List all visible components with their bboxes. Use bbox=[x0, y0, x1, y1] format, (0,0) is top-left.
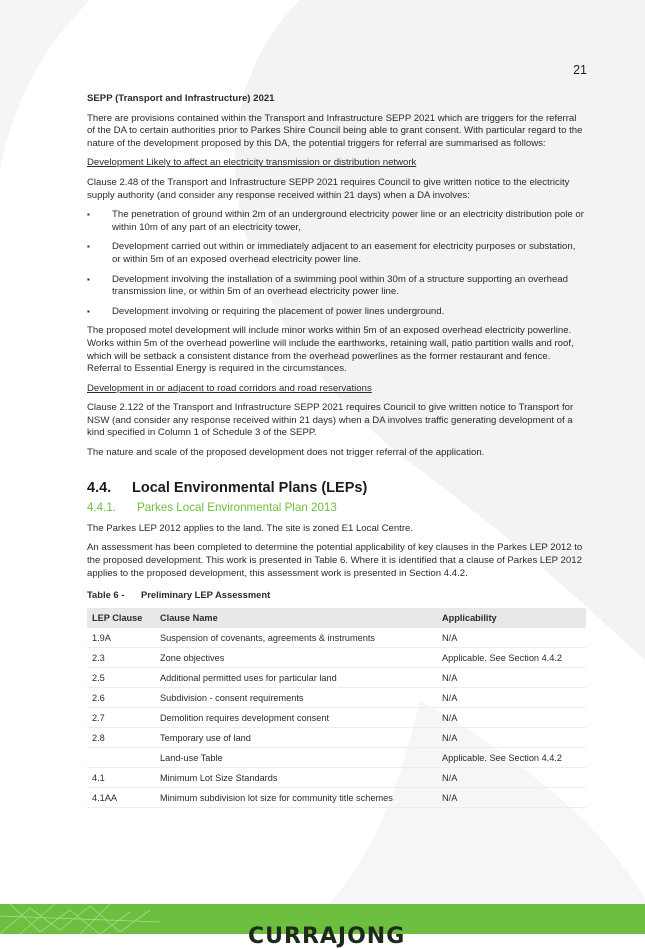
table-row bbox=[87, 688, 586, 708]
table-cell: N/A bbox=[437, 788, 586, 808]
bullet-icon: ▪ bbox=[87, 274, 90, 284]
road-response-paragraph: The nature and scale of the proposed development does not trigger referral of the application. bbox=[87, 447, 485, 459]
lep-paragraph-1: The Parkes LEP 2012 applies to the land. The site is zoned E1 Local Centre. bbox=[87, 522, 414, 534]
table-cell: 4.1AA bbox=[87, 788, 155, 808]
bullet-icon: ▪ bbox=[87, 306, 90, 316]
table-caption: Table 6 - Preliminary LEP Assessment bbox=[87, 589, 271, 601]
footer-line-pattern-icon bbox=[0, 904, 160, 934]
table-cell: Zone objectives bbox=[155, 648, 437, 668]
table-cell: Subdivision - consent requirements bbox=[155, 688, 437, 708]
road-heading: Development in or adjacent to road corridors and road reservations bbox=[87, 382, 372, 394]
list-item: ▪ The penetration of ground within 2m of an underground electricity power line or an electricity distribution pole or within 10m of any part of an electricity tower, bbox=[87, 209, 584, 233]
electricity-clause-paragraph: Clause 2.48 of the Transport and Infrastructure SEPP 2021 requires Council to give written notice to the electricity supply authority (and consider any response received within 21 days) when a DA involves: bbox=[87, 176, 570, 201]
electricity-response-paragraph: The proposed motel development will include minor works within 5m of an exposed overhead electricity powerline. Works within 5m of the overhead powerline will include the earthworks, retaining wall, patio partition walls and roof, which will be setback a consistent distance from the overhead powerlines as the former restaurant and fence. Referral to Essential Energy is required in the circumstances. bbox=[87, 325, 574, 375]
table-cell: 2.6 bbox=[87, 688, 155, 708]
table-cell: 2.8 bbox=[87, 728, 155, 748]
table-row bbox=[87, 708, 586, 728]
table-row bbox=[87, 748, 586, 768]
electricity-bullet-list bbox=[87, 209, 586, 318]
table-cell: N/A bbox=[437, 668, 586, 688]
section-4-4-1-heading: 4.4.1. Parkes Local Environmental Plan 2013 bbox=[87, 501, 337, 515]
table-header-row bbox=[87, 608, 586, 629]
table-cell: Suspension of covenants, agreements & instruments bbox=[155, 628, 437, 648]
sepp-heading: SEPP (Transport and Infrastructure) 2021 bbox=[87, 93, 275, 104]
intro-paragraph: There are provisions contained within the Transport and Infrastructure SEPP 2021 which are triggers for the referral of the DA to certain authorities prior to Parkes Shire Council being able to grant consent. With particular regard to the nature of the development proposed by this DA, the potential triggers for referral are summarised as follows: bbox=[87, 112, 583, 149]
table-cell: 2.7 bbox=[87, 708, 155, 728]
list-item: ▪ Development carried out within or immediately adjacent to an easement for electricity purposes or substation, or within 5m of an exposed overhead electricity power line. bbox=[87, 241, 576, 265]
table-row bbox=[87, 788, 586, 808]
table-cell: N/A bbox=[437, 728, 586, 748]
column-header: Clause Name bbox=[155, 608, 437, 629]
lep-assessment-table bbox=[87, 608, 586, 809]
table-row bbox=[87, 648, 586, 668]
bullet-icon: ▪ bbox=[87, 210, 90, 220]
table-row bbox=[87, 728, 586, 748]
table-cell: Demolition requires development consent bbox=[155, 708, 437, 728]
table-cell: Applicable. See Section 4.4.2 bbox=[437, 648, 586, 668]
bullet-icon: ▪ bbox=[87, 242, 90, 252]
table-cell bbox=[87, 748, 155, 768]
section-4-4-heading: 4.4. Local Environmental Plans (LEPs) bbox=[87, 479, 368, 496]
table-cell: N/A bbox=[437, 768, 586, 788]
table-cell: Additional permitted uses for particular land bbox=[155, 668, 437, 688]
table-row bbox=[87, 628, 586, 648]
electricity-heading: Development Likely to affect an electricity transmission or distribution network bbox=[87, 157, 417, 169]
table-cell: N/A bbox=[437, 688, 586, 708]
list-item: ▪ Development involving or requiring the placement of power lines underground. bbox=[87, 305, 445, 317]
table-cell: N/A bbox=[437, 628, 586, 648]
table-row bbox=[87, 668, 586, 688]
road-clause-paragraph: Clause 2.122 of the Transport and Infrastructure SEPP 2021 requires Council to give written notice to Transport for NSW (and consider any response received within 21 days) when a DA involves traffic generating development of a kind specified in Column 1 of Schedule 3 of the SEPP. bbox=[87, 402, 574, 439]
table-cell: Applicable. See Section 4.4.2 bbox=[437, 748, 586, 768]
table-cell: Temporary use of land bbox=[155, 728, 437, 748]
table-cell: Minimum subdivision lot size for community title schemes bbox=[155, 788, 437, 808]
table-cell: N/A bbox=[437, 708, 586, 728]
table-cell: 2.3 bbox=[87, 648, 155, 668]
column-header: LEP Clause bbox=[87, 608, 155, 629]
page-content bbox=[87, 93, 586, 808]
lep-paragraph-2: An assessment has been completed to determine the potential applicability of key clauses in the Parkes LEP 2012 to the proposed development. This work is presented in Table 6. Where it is identified that a clause of Parkes LEP 2012 applies to the proposed development, this assessment work is presented in Section 4.4.2. bbox=[87, 542, 583, 579]
table-row bbox=[87, 768, 586, 788]
column-header: Applicability bbox=[437, 608, 586, 629]
table-cell: Minimum Lot Size Standards bbox=[155, 768, 437, 788]
table-cell: 4.1 bbox=[87, 768, 155, 788]
list-item: ▪ Development involving the installation of a swimming pool within 30m of a structure supporting an overhead transmission line, or within 5m of an overhead electricity power line. bbox=[87, 273, 568, 298]
table-cell: 2.5 bbox=[87, 668, 155, 688]
table-cell: Land-use Table bbox=[155, 748, 437, 768]
page-number: 21 bbox=[573, 63, 587, 77]
table-cell: 1.9A bbox=[87, 628, 155, 648]
footer-logo-text: CURRAJONG bbox=[248, 924, 406, 949]
footer-band bbox=[0, 904, 645, 949]
